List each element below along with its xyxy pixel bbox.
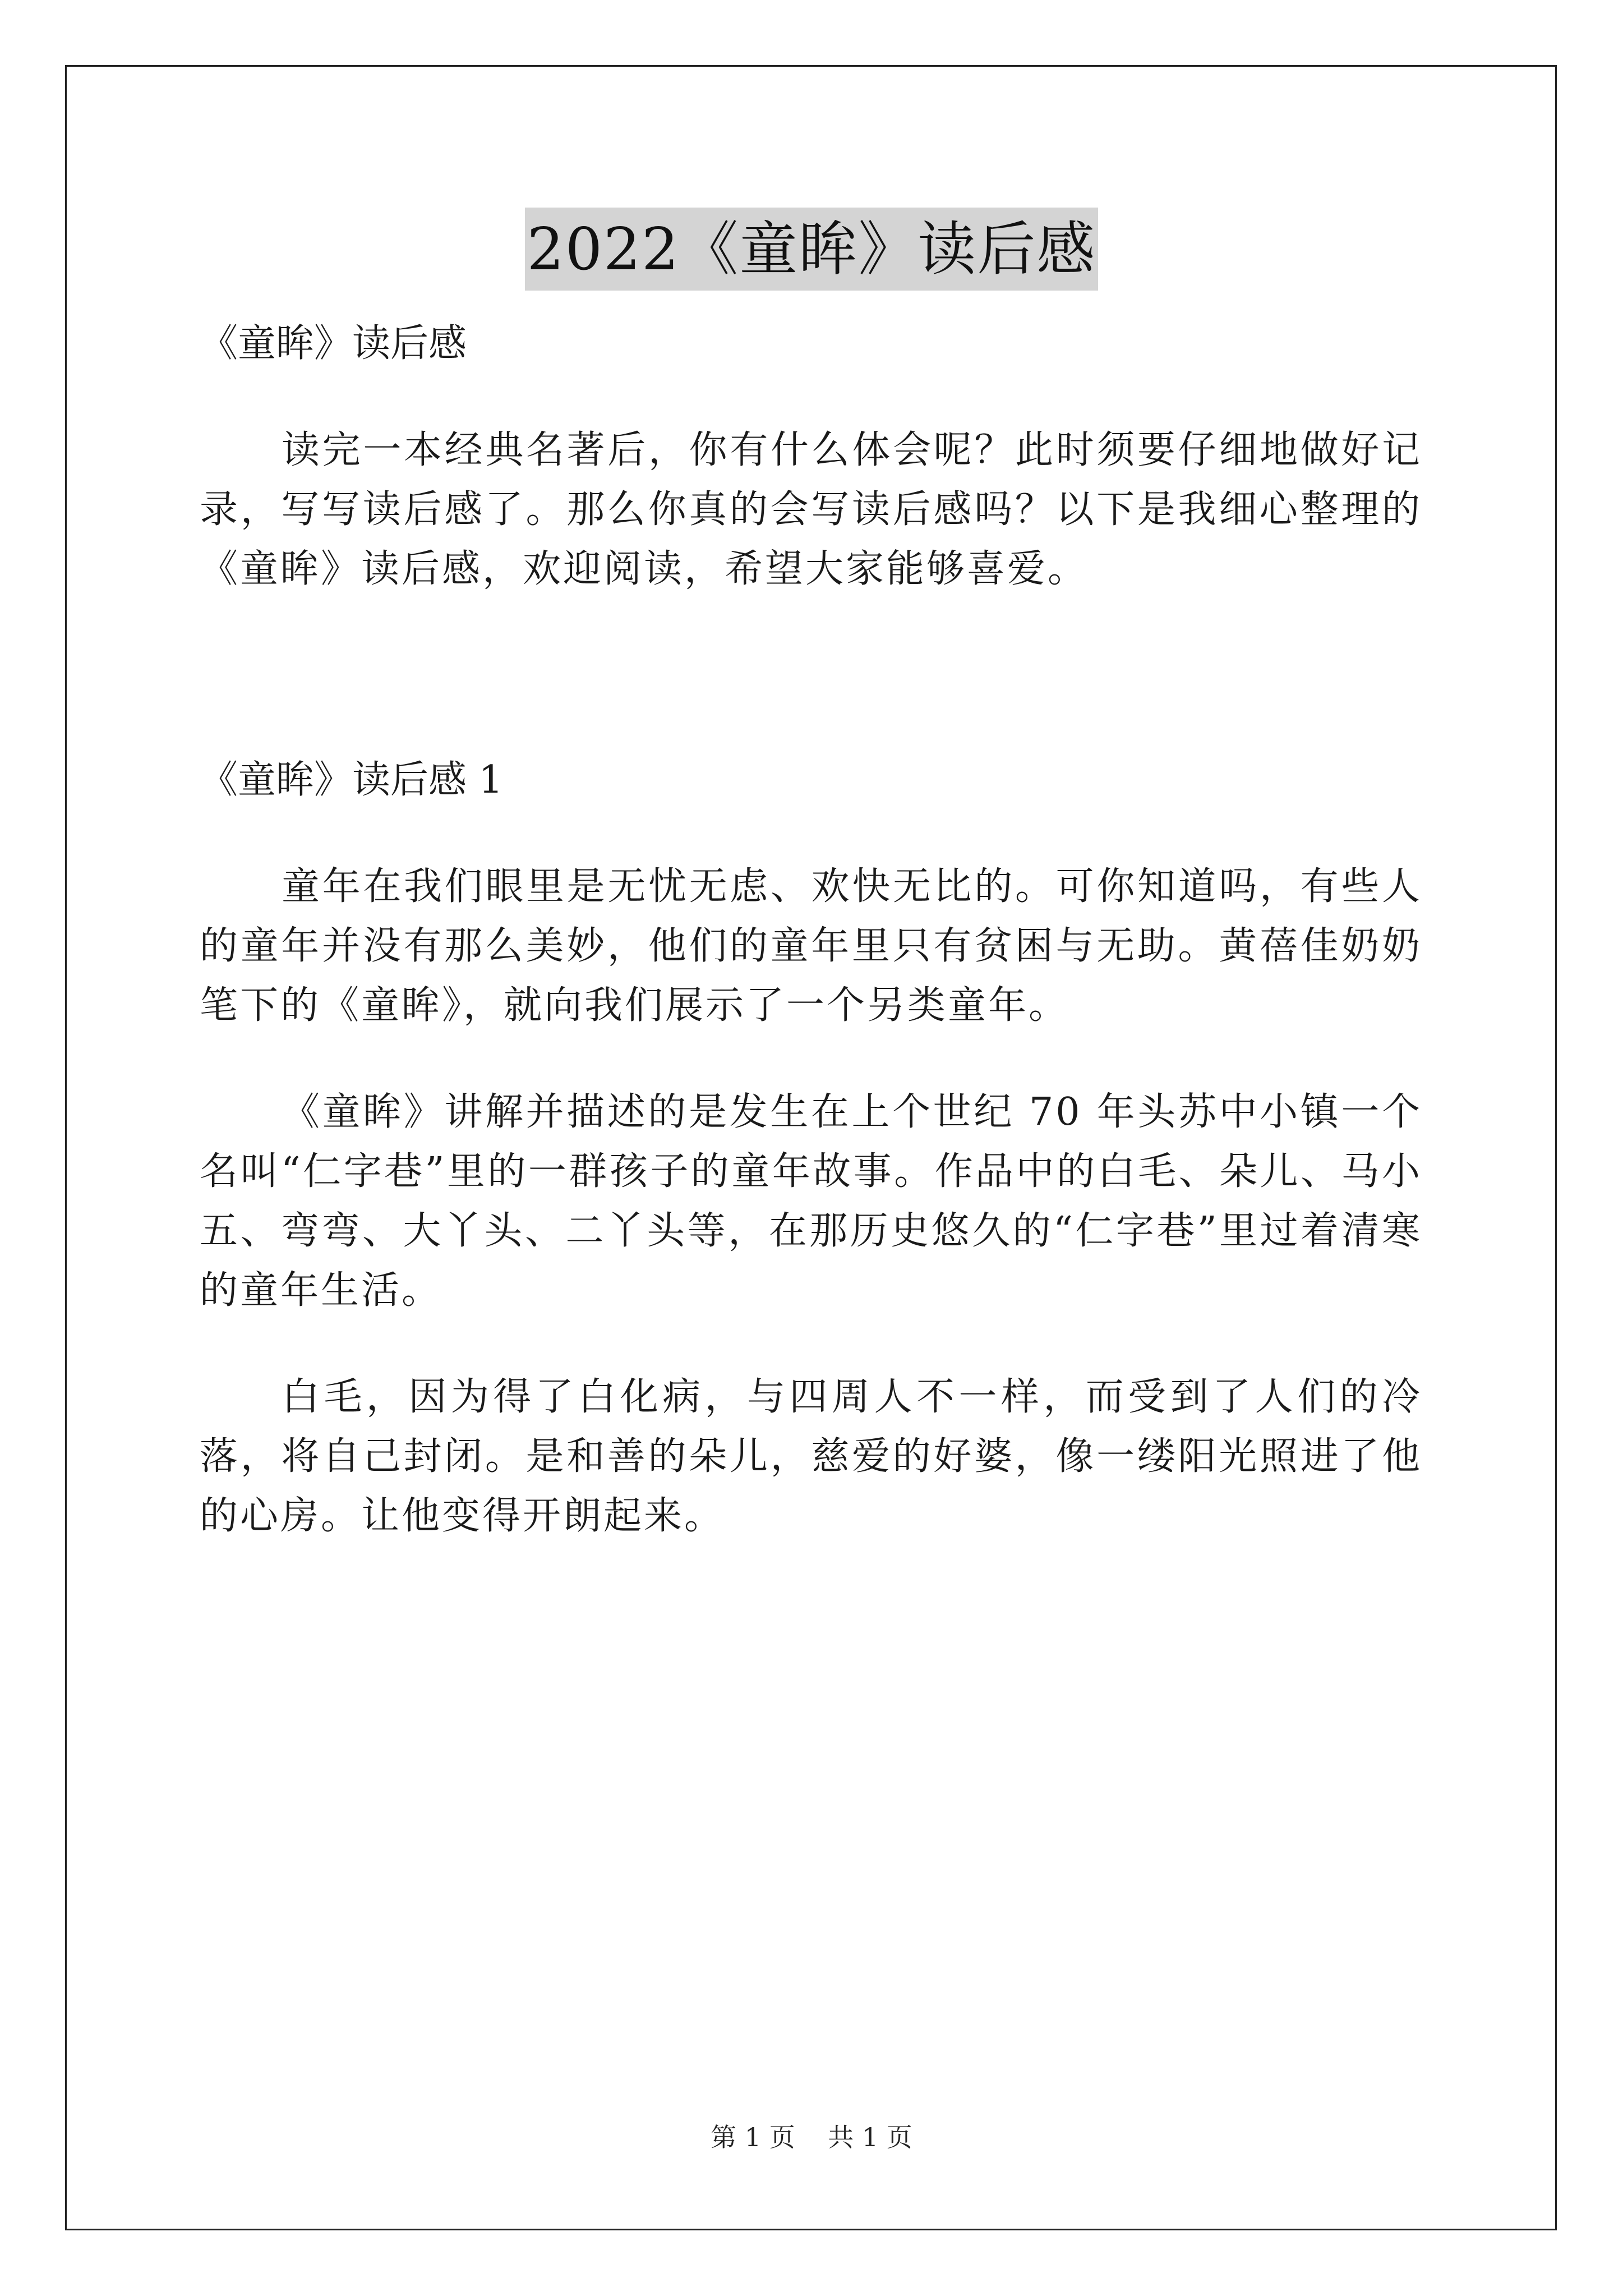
- body-paragraph: 童年在我们眼里是无忧无虑、欢快无比的。可你知道吗，有些人的童年并没有那么美妙，他们的童年里只有贫困与无助。黄蓓佳奶奶笔下的《童眸》，就向我们展示了一个另类童年。: [200, 864, 1422, 1028]
- intro-heading: 《童眸》读后感: [200, 321, 467, 366]
- document-body: [200, 314, 1422, 1546]
- page-footer: 第 1 页 共 1 页: [711, 2122, 912, 2152]
- body-paragraph: 《童眸》讲解并描述的是发生在上个世纪 70 年头苏中小镇一个名叫“仁字巷”里的一群孩子的童年故事。作品中的白毛、朵儿、马小五、弯弯、大丫头、二丫头等，在那历史悠久的“仁字巷”里过着清寒的童年生活。: [200, 1090, 1422, 1313]
- section-heading: 《童眸》读后感 1: [200, 758, 503, 802]
- title-wrap: [0, 208, 1623, 291]
- intro-paragraph: 读完一本经典名著后，你有什么体会呢？此时须要仔细地做好记录，写写读后感了。那么你真的会写读后感吗？以下是我细心整理的《童眸》读后感，欢迎阅读，希望大家能够喜爱。: [200, 428, 1422, 591]
- body-paragraph: 白毛，因为得了白化病，与四周人不一样，而受到了人们的冷落，将自己封闭。是和善的朵儿，慈爱的好婆，像一缕阳光照进了他的心房。让他变得开朗起来。: [200, 1375, 1422, 1538]
- document-title: 2022《童眸》读后感: [525, 208, 1099, 291]
